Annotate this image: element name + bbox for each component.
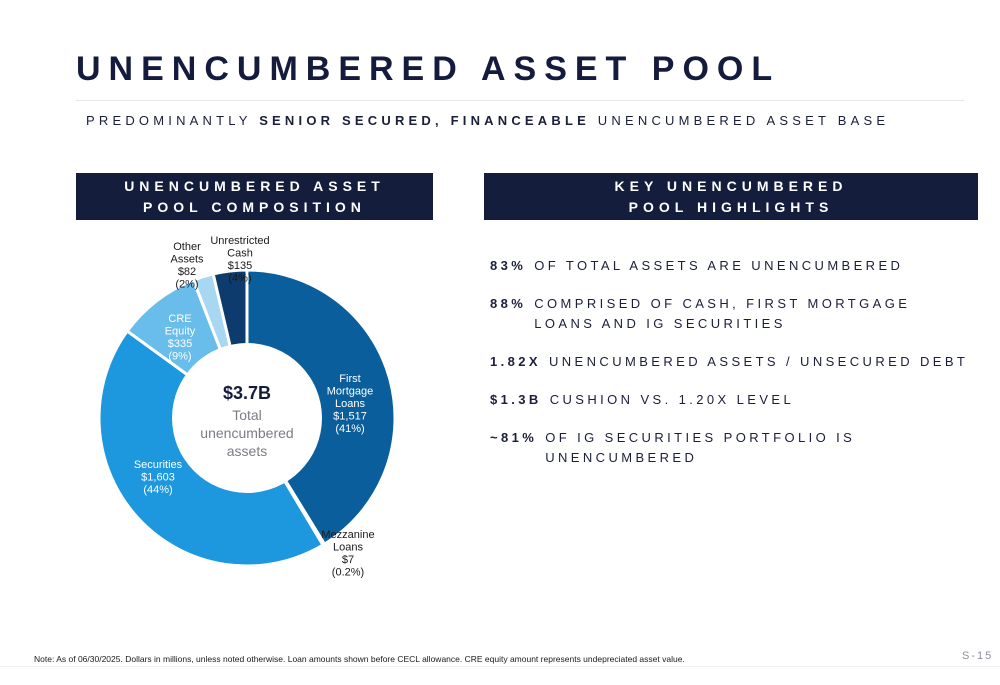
slice-label-line: Other — [173, 241, 201, 253]
composition-header-line2: POOL COMPOSITION — [143, 198, 366, 215]
slice-label-line: $1,517 — [333, 410, 367, 423]
center-label-line2: unencumbered — [200, 425, 294, 441]
highlights-header — [484, 173, 978, 220]
slice-label-line: $335 — [167, 338, 193, 350]
highlight-text: UNENCUMBERED ASSETS / UNSECURED DEBT — [548, 354, 969, 369]
slice-label-line: $82 — [177, 266, 197, 278]
composition-donut-chart — [76, 222, 476, 582]
slice-label-line: Loans — [333, 541, 363, 554]
composition-header — [76, 173, 433, 220]
page-title: UNENCUMBERED ASSET POOL — [76, 50, 781, 88]
highlights-header-line1: KEY UNENCUMBERED — [614, 177, 848, 194]
slice-label-line: Securities — [133, 459, 183, 471]
highlight-item — [490, 390, 990, 410]
slice-label-line: (44%) — [143, 484, 173, 496]
page-subtitle — [86, 113, 889, 128]
slice-label-mezzanine — [321, 529, 374, 579]
highlight-key: 88% — [490, 296, 527, 311]
slice-label-line: Unrestricted — [210, 235, 270, 247]
footnote: Note: As of 06/30/2025. Dollars in millions, unless noted otherwise. Loan amounts shown before CECL allowance. CRE equity amount represents undepreciated asset value. — [34, 654, 685, 664]
slice-label-line: (9%) — [168, 350, 192, 363]
slice-label-line: First — [339, 373, 361, 385]
subtitle-pre: PREDOMINANTLY — [86, 113, 260, 128]
slice-label-line: $7 — [341, 554, 355, 566]
highlight-text: OF IG SECURITIES PORTFOLIO IS UNENCUMBERED — [545, 430, 856, 465]
subtitle-bold: SENIOR SECURED, FINANCEABLE — [259, 113, 590, 128]
highlight-key: $1.3B — [490, 392, 542, 407]
highlight-item — [490, 256, 990, 276]
slice-label-line: Assets — [170, 253, 204, 266]
slice-label-line: (2%) — [175, 278, 199, 291]
slice-label-line: Loans — [335, 398, 365, 410]
slice-label-line: (41%) — [335, 423, 365, 435]
highlight-item — [490, 352, 990, 372]
slice-label-cre-equity — [165, 313, 196, 363]
highlight-text: COMPRISED OF CASH, FIRST MORTGAGE LOANS AND IG SECURITIES — [534, 296, 911, 331]
title-divider — [76, 100, 964, 101]
highlight-text: CUSHION VS. 1.20X LEVEL — [549, 392, 795, 407]
highlight-item — [490, 294, 990, 334]
center-value: $3.7B — [222, 383, 272, 403]
slice-label-line: $135 — [227, 260, 253, 272]
slice-label-line: Equity — [164, 325, 196, 338]
slice-label-line: Cash — [227, 247, 253, 260]
slice-label-line: Mortgage — [326, 385, 374, 398]
slice-label-line: Mezzanine — [321, 529, 375, 541]
highlight-item — [490, 428, 990, 468]
slice-label-line: $1,603 — [141, 471, 175, 484]
highlight-text: OF TOTAL ASSETS ARE UNENCUMBERED — [534, 258, 904, 273]
center-label-line3: assets — [226, 443, 268, 459]
page-number: S-15 — [962, 650, 994, 662]
highlight-key: 83% — [490, 258, 527, 273]
footer-divider — [0, 666, 1000, 667]
slice-label-line: (0.2%) — [331, 566, 365, 579]
highlights-header-line2: POOL HIGHLIGHTS — [628, 198, 834, 215]
slice-label-line: CRE — [168, 313, 192, 325]
subtitle-post: UNENCUMBERED ASSET BASE — [590, 113, 890, 128]
highlight-key: 1.82X — [490, 354, 541, 369]
composition-header-line1: UNENCUMBERED ASSET — [124, 177, 385, 194]
slice-label-line: (4%) — [228, 272, 252, 285]
center-label-line1: Total — [232, 407, 262, 423]
highlights-list — [490, 256, 990, 486]
highlight-key: ~81% — [490, 430, 538, 445]
